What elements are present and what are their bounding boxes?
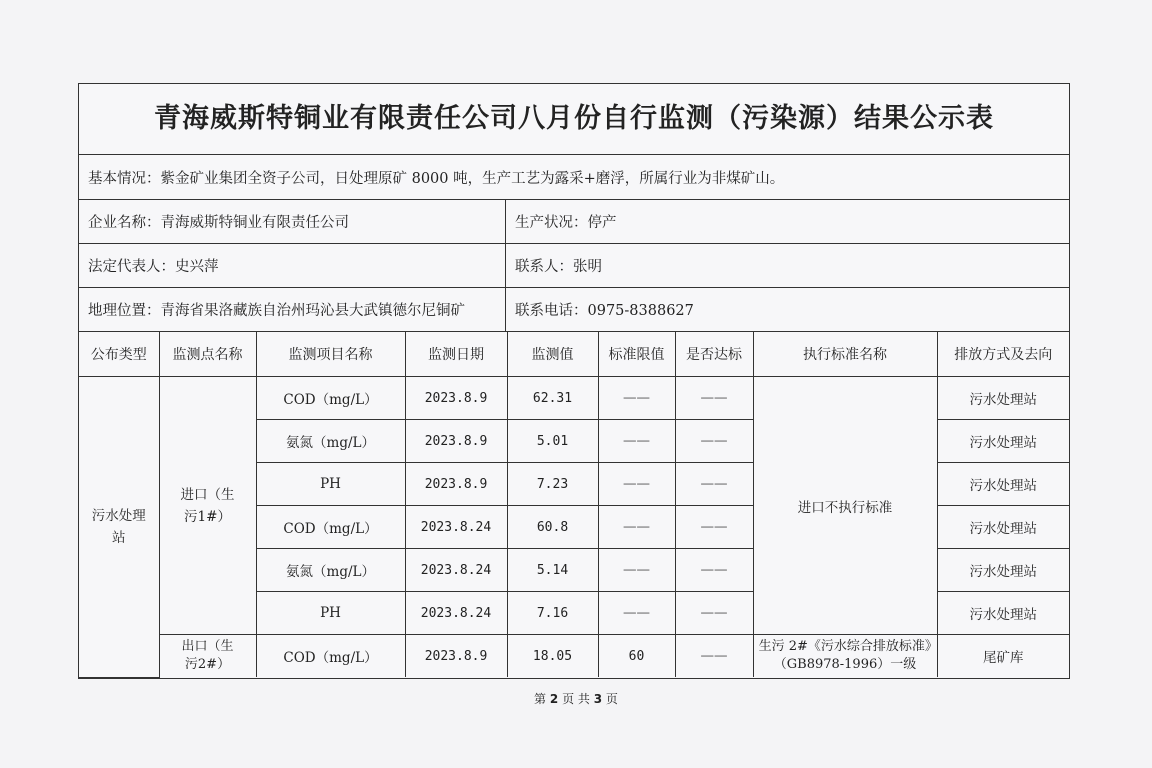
page-title: 青海威斯特铜业有限责任公司八月份自行监测（污染源）结果公示表 bbox=[79, 84, 1069, 155]
location: 地理位置：青海省果洛藏族自治州玛沁县大武镇德尔尼铜矿 bbox=[79, 288, 506, 331]
dest-cell: 污水处理站 bbox=[937, 506, 1069, 549]
page-footer bbox=[0, 690, 1152, 707]
inlet-point: 进口（生污1#） bbox=[180, 486, 235, 525]
total-pages: 3 bbox=[593, 692, 603, 706]
header-cell: 标准限值 bbox=[598, 332, 675, 377]
outlet-point-cell bbox=[159, 635, 256, 678]
value-cell: 5.14 bbox=[507, 549, 598, 592]
item-cell: COD（mg/L） bbox=[256, 506, 405, 549]
representative-row bbox=[79, 244, 1069, 288]
outlet-standard-cell: 生污 2#《污水综合排放标准》（GB8978-1996）一级 bbox=[753, 635, 937, 678]
pass-cell: —— bbox=[675, 506, 753, 549]
date-cell: 2023.8.9 bbox=[405, 635, 507, 678]
table-row bbox=[79, 635, 1069, 678]
date-cell: 2023.8.9 bbox=[405, 377, 507, 420]
header-cell: 公布类型 bbox=[79, 332, 159, 377]
value-cell: 18.05 bbox=[507, 635, 598, 678]
date-cell: 2023.8.24 bbox=[405, 549, 507, 592]
header-cell: 监测点名称 bbox=[159, 332, 256, 377]
value-cell: 5.01 bbox=[507, 420, 598, 463]
date-cell: 2023.8.9 bbox=[405, 420, 507, 463]
pass-cell: —— bbox=[675, 592, 753, 635]
header-cell: 监测值 bbox=[507, 332, 598, 377]
dest-cell: 污水处理站 bbox=[937, 420, 1069, 463]
limit-cell: —— bbox=[598, 506, 675, 549]
limit-cell: —— bbox=[598, 463, 675, 506]
item-cell: COD（mg/L） bbox=[256, 635, 405, 678]
production-status: 生产状况：停产 bbox=[515, 215, 617, 231]
dest-cell: 尾矿库 bbox=[937, 635, 1069, 678]
limit-cell: 60 bbox=[598, 635, 675, 678]
pass-cell: —— bbox=[675, 549, 753, 592]
outlet-point: 出口（生污2#） bbox=[181, 639, 234, 672]
value-cell: 7.23 bbox=[507, 463, 598, 506]
item-cell: 氨氮（mg/L） bbox=[256, 549, 405, 592]
page-number: 2 bbox=[549, 692, 559, 706]
item-cell: PH bbox=[256, 463, 405, 506]
monitoring-table bbox=[79, 332, 1069, 678]
limit-cell: —— bbox=[598, 420, 675, 463]
limit-cell: —— bbox=[598, 592, 675, 635]
pass-cell: —— bbox=[675, 377, 753, 420]
footer-middle: 页 共 bbox=[562, 692, 590, 706]
basic-info: 基本情况：紫金矿业集团全资子公司，日处理原矿 8000 吨，生产工艺为露采+磨浮，所属行业为非煤矿山。 bbox=[88, 170, 785, 187]
item-cell: COD（mg/L） bbox=[256, 377, 405, 420]
limit-cell: —— bbox=[598, 549, 675, 592]
company-row bbox=[79, 200, 1069, 244]
dest-cell: 污水处理站 bbox=[937, 592, 1069, 635]
inlet-point-cell bbox=[159, 377, 256, 635]
dest-cell: 污水处理站 bbox=[937, 377, 1069, 420]
inlet-standard-cell: 进口不执行标准 bbox=[753, 377, 937, 635]
item-cell: 氨氮（mg/L） bbox=[256, 420, 405, 463]
limit-cell: —— bbox=[598, 377, 675, 420]
contact-person: 联系人：张明 bbox=[515, 259, 602, 275]
footer-suffix: 页 bbox=[605, 692, 618, 706]
table-header-row bbox=[79, 332, 1069, 377]
company-name: 企业名称：青海威斯特铜业有限责任公司 bbox=[79, 200, 506, 243]
value-cell: 62.31 bbox=[507, 377, 598, 420]
legal-representative: 法定代表人：史兴萍 bbox=[79, 244, 506, 287]
pass-cell: —— bbox=[675, 635, 753, 678]
pass-cell: —— bbox=[675, 463, 753, 506]
date-cell: 2023.8.24 bbox=[405, 592, 507, 635]
contact-phone: 联系电话：0975-8388627 bbox=[515, 303, 694, 319]
report-sheet bbox=[78, 83, 1070, 679]
footer-prefix: 第 bbox=[534, 692, 547, 706]
publish-type-cell bbox=[79, 377, 159, 678]
date-cell: 2023.8.24 bbox=[405, 506, 507, 549]
header-cell: 执行标准名称 bbox=[753, 332, 937, 377]
value-cell: 60.8 bbox=[507, 506, 598, 549]
header-cell: 排放方式及去向 bbox=[937, 332, 1069, 377]
basic-info-row bbox=[79, 155, 1069, 200]
header-cell: 是否达标 bbox=[675, 332, 753, 377]
header-cell: 监测日期 bbox=[405, 332, 507, 377]
item-cell: PH bbox=[256, 592, 405, 635]
dest-cell: 污水处理站 bbox=[937, 463, 1069, 506]
dest-cell: 污水处理站 bbox=[937, 549, 1069, 592]
table-row bbox=[79, 377, 1069, 420]
publish-type: 污水处理站 bbox=[91, 507, 146, 546]
date-cell: 2023.8.9 bbox=[405, 463, 507, 506]
header-cell: 监测项目名称 bbox=[256, 332, 405, 377]
value-cell: 7.16 bbox=[507, 592, 598, 635]
location-row bbox=[79, 288, 1069, 332]
pass-cell: —— bbox=[675, 420, 753, 463]
